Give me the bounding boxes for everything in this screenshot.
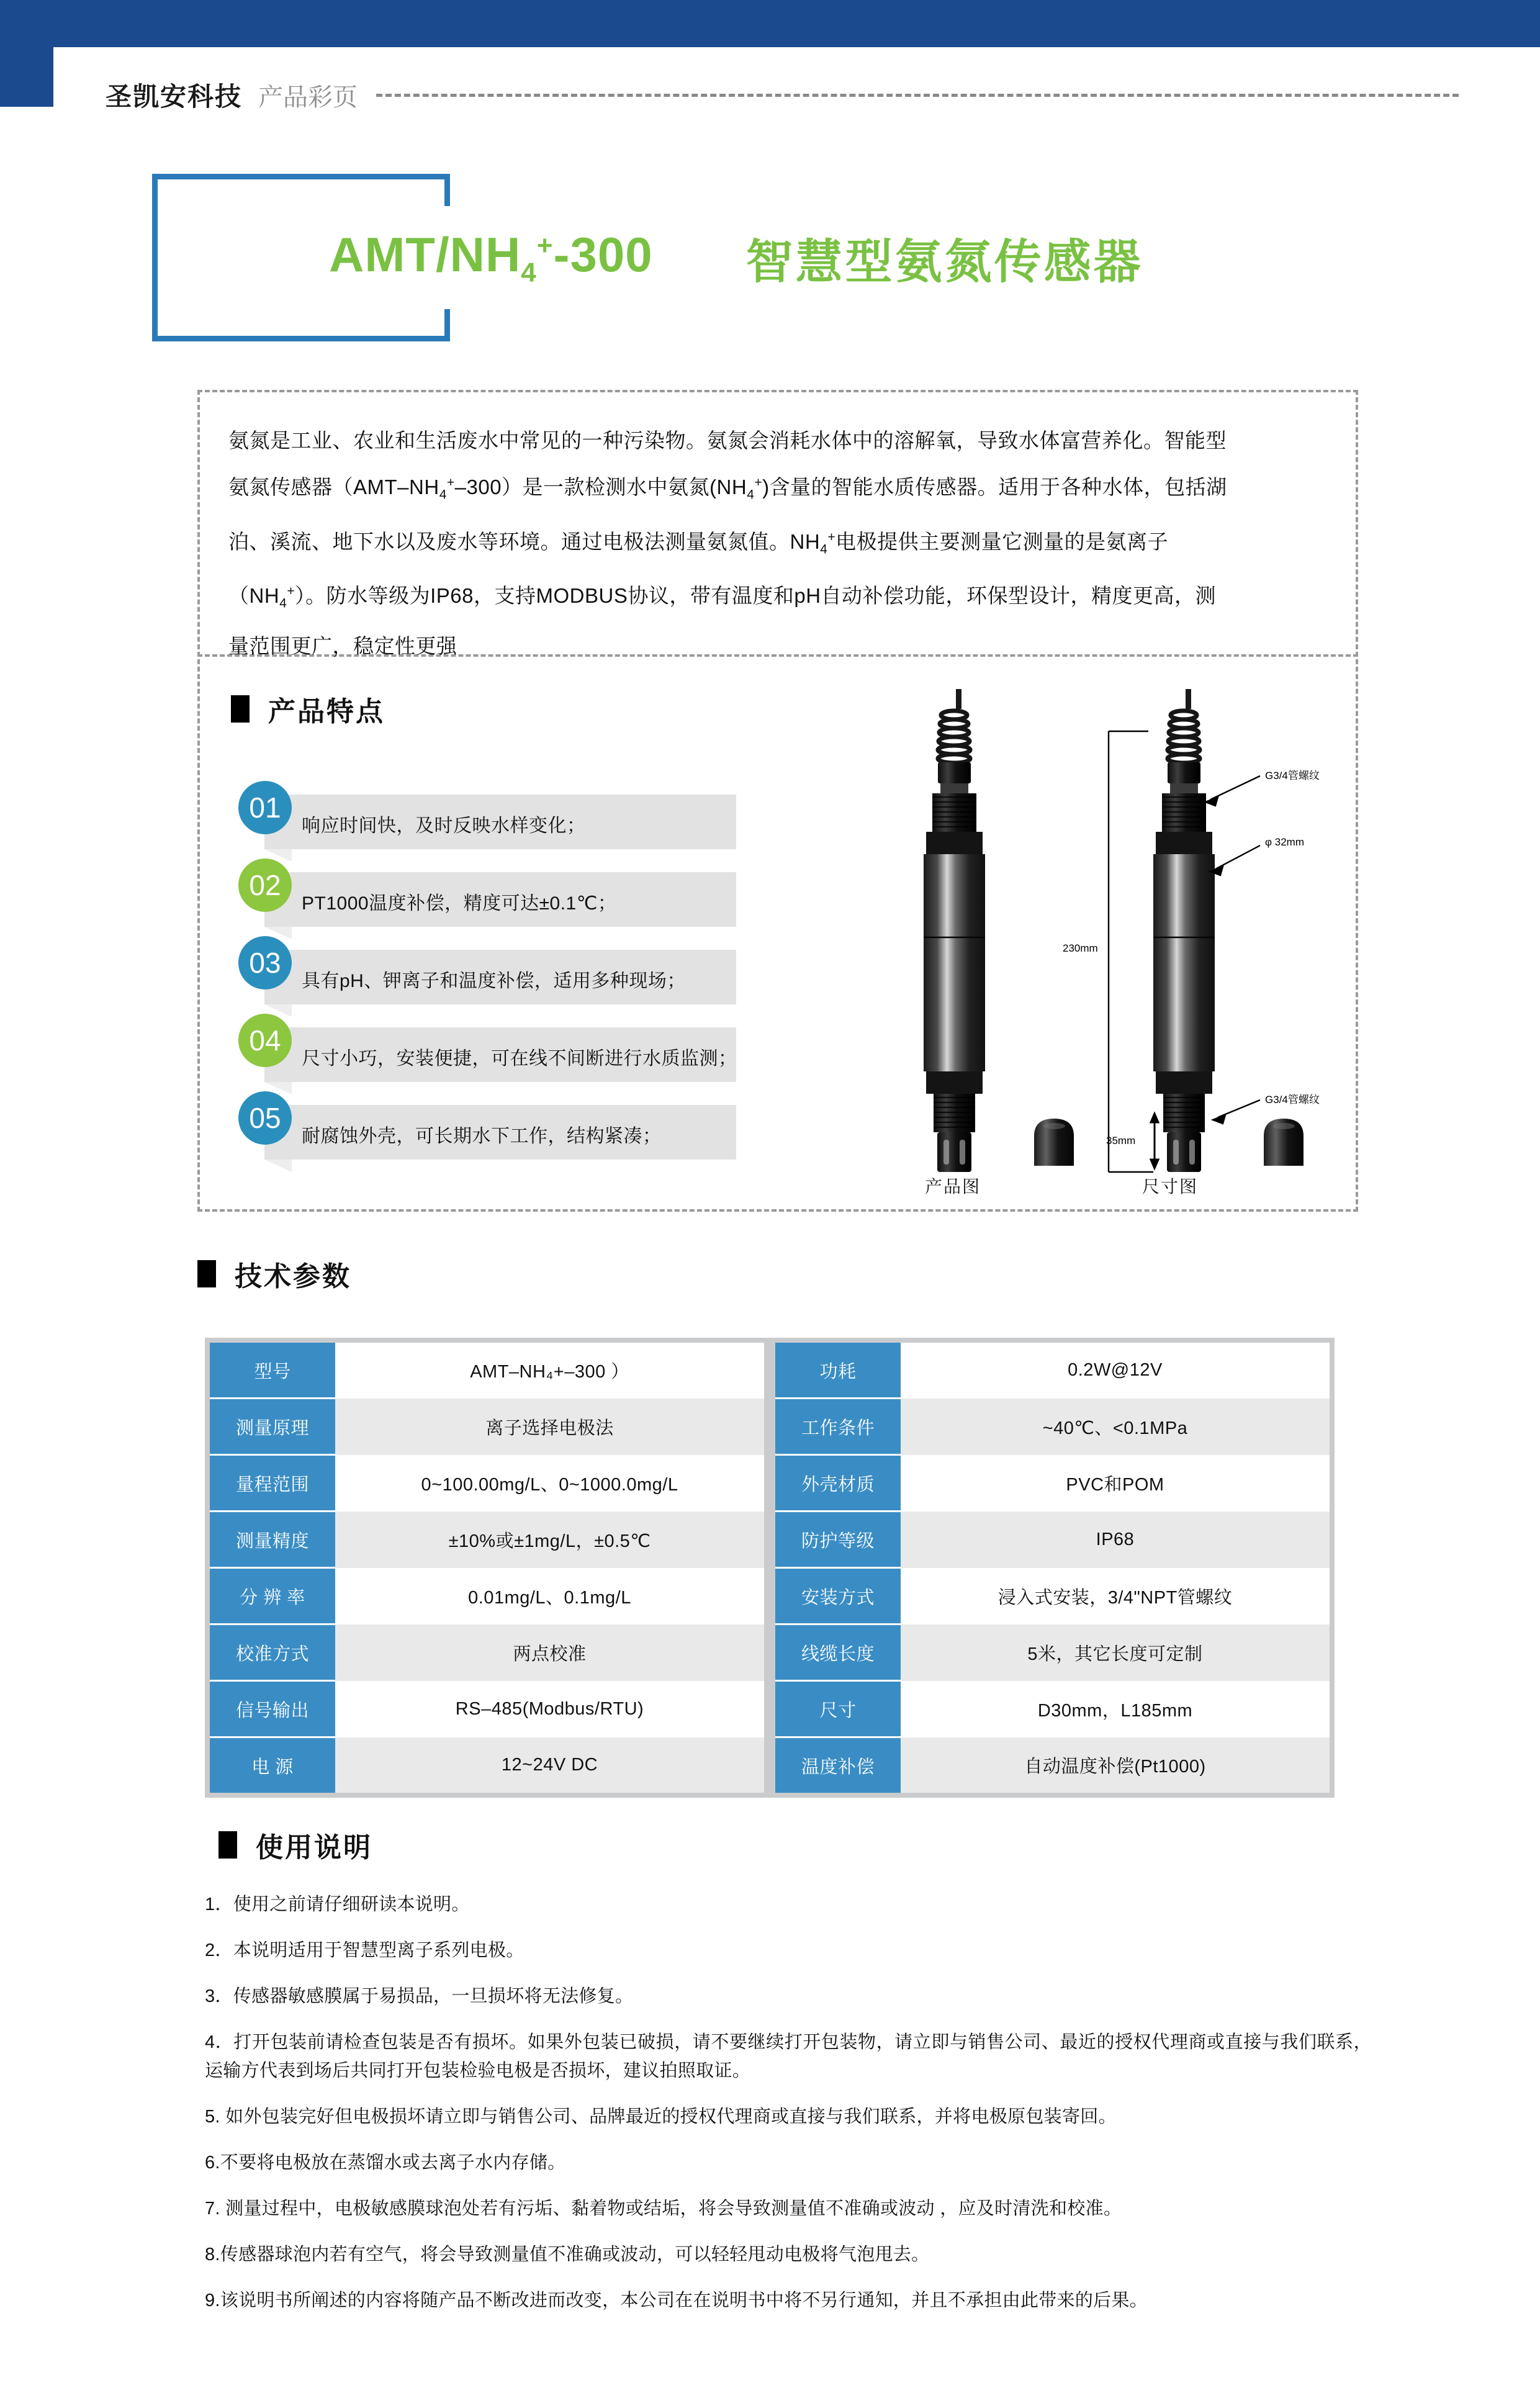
feature-text: 尺寸小巧，安装便捷，可在线不间断进行水质监测；	[302, 1048, 737, 1069]
spec-value: 浸入式安装，3/4"NPT管螺纹	[901, 1568, 1330, 1625]
table-column-gap	[764, 1681, 775, 1737]
caption-dimension-drawing: 尺寸图	[1142, 1177, 1199, 1196]
dimension-label-total-length: 230mm	[1063, 942, 1098, 954]
usage-instruction-item: 5. 如外包装完好但电极损坏请立即与销售公司、品牌最近的授权代理商或直接与我们联系，并将电极原包装寄回。	[205, 2107, 1117, 2127]
usage-instruction-item: 4．打开包装前请检查包装是否有损坏。如果外包装已破损，请不要继续打开包装物，请立即与销售公司、最近的授权代理商或直接与我们联系，运输方代表到场后共同打开包装检验电极是否损坏，建议拍照取证。	[205, 2032, 1372, 2081]
dimension-label-diameter: φ 32mm	[1265, 836, 1304, 848]
specs-section-heading	[197, 1254, 351, 1294]
product-name-title: 智慧型氨氮传感器	[745, 235, 1143, 289]
caption-product-photo: 产品图	[925, 1177, 981, 1196]
spec-value: 0.01mg/L、0.1mg/L	[335, 1568, 764, 1625]
usage-instruction-item: 6.不要将电极放在蒸馏水或去离子水内存储。	[205, 2153, 566, 2173]
square-bullet-icon	[231, 695, 250, 723]
spec-value: 0.2W@12V	[901, 1343, 1330, 1399]
spec-key: 工作条件	[775, 1399, 901, 1455]
square-bullet-icon	[197, 1260, 216, 1287]
table-column-gap	[764, 1455, 775, 1512]
usage-instruction-item: 9.该说明书所阐述的内容将随产品不断改进而改变，本公司在在说明书中将不另行通知，并且不承担由此带来的后果。	[205, 2291, 1148, 2310]
feature-number-badge: 03	[238, 936, 292, 989]
feature-number-badge: 04	[238, 1014, 292, 1067]
spec-value: PVC和POM	[901, 1455, 1330, 1512]
spec-value: 自动温度补偿(Pt1000)	[901, 1737, 1330, 1793]
features-heading-label: 产品特点	[268, 696, 385, 727]
spec-key: 防护等级	[775, 1512, 901, 1568]
spec-key: 线缆长度	[775, 1625, 901, 1681]
feature-item	[216, 936, 737, 1014]
usage-instruction-item: 7. 测量过程中，电极敏感膜球泡处若有污垢、黏着物或结垢，将会导致测量值不准确或波动 ，应及时清洗和校准。	[205, 2199, 1122, 2219]
spec-key: 功耗	[775, 1343, 901, 1399]
spec-key: 测量原理	[210, 1399, 335, 1455]
feature-number-badge: 02	[238, 859, 292, 912]
description-box	[197, 390, 1358, 657]
spec-key: 信号输出	[210, 1681, 335, 1737]
usage-instruction-item: 1．使用之前请仔细研读本说明。	[205, 1895, 470, 1914]
usage-instruction-item: 2．本说明适用于智慧型离子系列电极。	[205, 1940, 525, 1960]
spec-key: 分 辨 率	[210, 1568, 335, 1625]
title-block	[152, 174, 1394, 341]
spec-value: IP68	[901, 1512, 1330, 1568]
table-row	[210, 1568, 1330, 1625]
dimension-label-thread-bottom: G3/4管螺纹	[1265, 1094, 1320, 1106]
usage-heading-label: 使用说明	[256, 1832, 372, 1863]
spec-value: 两点校准	[335, 1625, 764, 1681]
spec-value: D30mm，L185mm	[901, 1681, 1330, 1737]
product-model-title: AMT/$NH_4^+-300$	[329, 227, 653, 288]
spec-key: 量程范围	[210, 1455, 335, 1512]
spec-value: ~40℃、<0.1MPa	[901, 1399, 1330, 1455]
specifications-table	[210, 1343, 1330, 1793]
spec-key: 校准方式	[210, 1625, 335, 1681]
spec-key: 电 源	[210, 1737, 335, 1793]
feature-text: PT1000温度补偿，精度可达±0.1℃；	[302, 893, 617, 914]
usage-section-heading	[218, 1825, 372, 1865]
feature-item	[216, 781, 737, 859]
specifications-table-wrapper	[205, 1338, 1335, 1798]
table-row	[210, 1625, 1330, 1681]
spec-value: RS–485(Modbus/RTU)	[335, 1681, 764, 1737]
usage-instructions-list	[205, 1890, 1372, 2332]
features-section-heading	[231, 689, 385, 729]
spec-key: 测量精度	[210, 1512, 335, 1568]
square-bullet-icon	[218, 1831, 237, 1859]
table-column-gap	[764, 1568, 775, 1625]
usage-instruction-item: 3．传感器敏感膜属于易损品，一旦损坏将无法修复。	[205, 1986, 634, 2006]
table-row	[210, 1681, 1330, 1737]
spec-value: 5米，其它长度可定制	[901, 1625, 1330, 1681]
spec-value: 0~100.00mg/L、0~1000.0mg/L	[335, 1455, 764, 1512]
description-paragraph: 氨氮是工业、农业和生活废水中常见的一种污染物。氨氮会消耗水体中的溶解氧，导致水体富营养化。智能型 氨氮传感器$(AMT-NH_4^+-300)$是一款检测水中氨氮$(NH_4^+)$含量的智能水质传感器。适用于各种水体，包括湖 泊、溪流、地下水以及废水等环境。通过电极法测量氨氮值。$NH_4^+$电极提供主要测量它测量的是氨离子 $(NH_4^+)$。防水等级为IP68，支持MODBUS协议，带有温度和pH自动补偿功能，环保型设计，精度更高，测 量范围更广，稳定性更强	[228, 429, 1227, 657]
product-image-area	[826, 683, 1347, 1198]
header-subtitle: 产品彩页	[258, 83, 358, 111]
brand-name: 圣凯安科技	[106, 82, 243, 111]
feature-number-badge: 01	[238, 781, 292, 834]
feature-item	[216, 859, 737, 936]
table-column-gap	[764, 1399, 775, 1455]
feature-text: 耐腐蚀外壳，可长期水下工作，结构紧凑；	[302, 1126, 662, 1147]
header-dashed-rule	[376, 94, 1459, 97]
feature-text: 具有pH、钾离子和温度补偿，适用多种现场；	[302, 971, 686, 991]
table-row	[210, 1343, 1330, 1399]
table-column-gap	[764, 1343, 775, 1399]
table-row	[210, 1512, 1330, 1568]
feature-item	[216, 1014, 737, 1091]
spec-key: 温度补偿	[775, 1737, 901, 1793]
page-header	[106, 67, 1459, 123]
features-list	[216, 781, 737, 1169]
spec-value: 12~24V DC	[335, 1737, 764, 1793]
usage-instruction-item: 8.传感器球泡内若有空气，将会导致测量值不准确或波动，可以轻轻甩动电极将气泡甩去。	[205, 2245, 930, 2265]
table-column-gap	[764, 1512, 775, 1568]
spec-value: 离子选择电极法	[335, 1399, 764, 1455]
spec-key: 型号	[210, 1343, 335, 1399]
top-blue-left-tab	[0, 47, 53, 107]
top-blue-bar	[0, 0, 1540, 47]
feature-text: 响应时间快，及时反映水样变化；	[302, 816, 586, 836]
table-row	[210, 1399, 1330, 1455]
spec-value: ±10%或±1mg/L，±0.5℃	[335, 1512, 764, 1568]
spec-key: 尺寸	[775, 1681, 901, 1737]
table-column-gap	[764, 1737, 775, 1793]
table-column-gap	[764, 1625, 775, 1681]
spec-value: AMT–NH₄+–300 ）	[335, 1343, 764, 1399]
table-row	[210, 1455, 1330, 1512]
spec-key: 安装方式	[775, 1568, 901, 1625]
table-row	[210, 1737, 1330, 1793]
specs-heading-label: 技术参数	[235, 1261, 351, 1292]
dimension-label-thread-top: G3/4管螺纹	[1265, 770, 1320, 782]
spec-key: 外壳材质	[775, 1455, 901, 1512]
feature-number-badge: 05	[238, 1091, 292, 1145]
dimension-label-tip-length: 35mm	[1106, 1135, 1136, 1147]
feature-item	[216, 1091, 737, 1169]
